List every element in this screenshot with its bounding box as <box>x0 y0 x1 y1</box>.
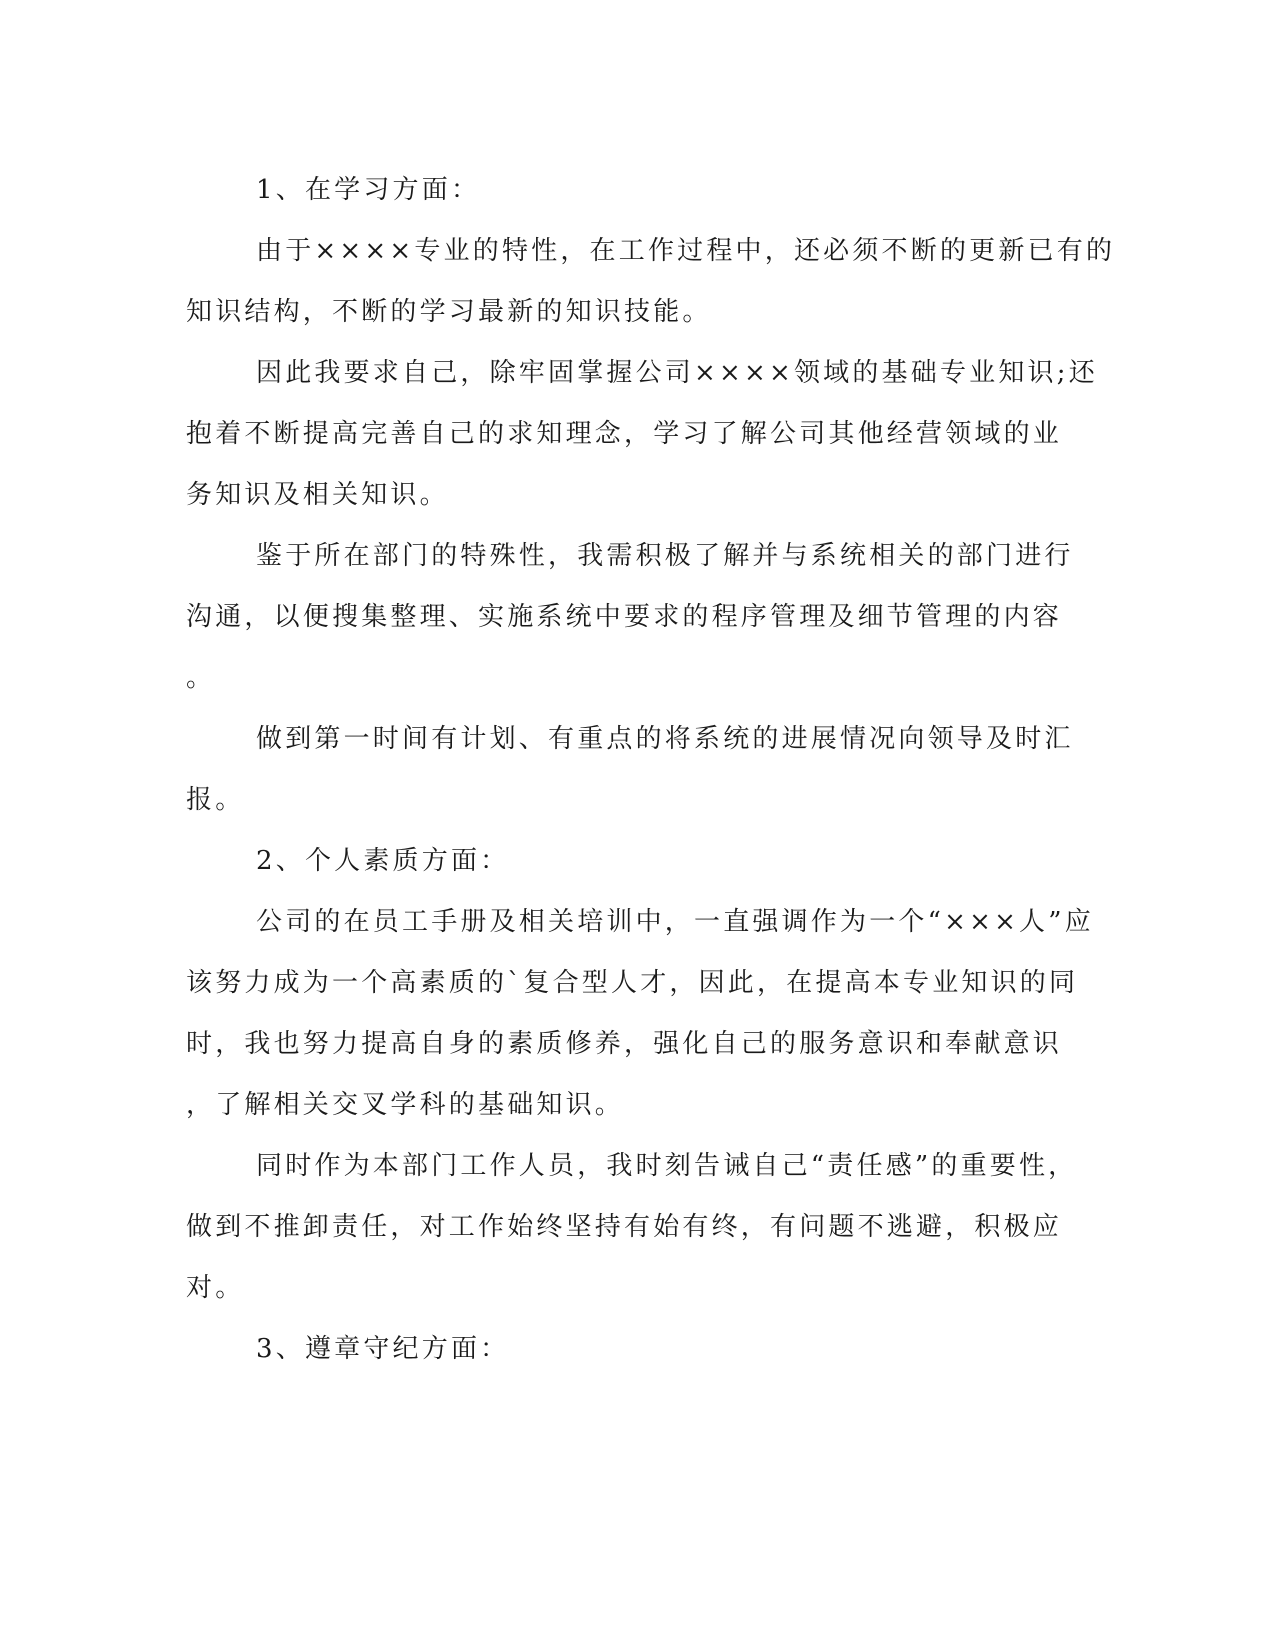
paragraph-quality-1 <box>186 892 1094 1136</box>
text-line: 同时作为本部门工作人员，我时刻告诫自己“责任感”的重要性， <box>256 1151 1078 1181</box>
paragraph-learning-4 <box>186 709 1074 831</box>
text-line: 做到第一时间有计划、有重点的将系统的进展情况向领导及时汇 <box>256 724 1074 754</box>
paragraph-learning-2 <box>186 343 1098 526</box>
text-line: 2、个人素质方面： <box>256 846 510 876</box>
text-line: 公司的在员工手册及相关培训中，一直强调作为一个“×××人”应 <box>256 907 1094 937</box>
text-line: 报。 <box>186 785 245 815</box>
text-line: 由于××××专业的特性，在工作过程中，还必须不断的更新已有的 <box>256 236 1116 266</box>
document-body <box>186 160 1116 1380</box>
text-line: 抱着不断提高完善自己的求知理念，学习了解公司其他经营领域的业 <box>186 419 1063 449</box>
text-line: 时，我也努力提高自身的素质修养，强化自己的服务意识和奉献意识 <box>186 1029 1063 1059</box>
text-line: 对。 <box>186 1273 245 1303</box>
text-line: 知识结构，不断的学习最新的知识技能。 <box>186 297 712 327</box>
paragraph-discipline-heading <box>186 1319 1066 1380</box>
text-line: 。 <box>186 663 216 693</box>
paragraph-learning-3 <box>186 526 1074 709</box>
text-line: 沟通，以便搜集整理、实施系统中要求的程序管理及细节管理的内容 <box>186 602 1063 632</box>
text-line: ，了解相关交叉学科的基础知识。 <box>186 1090 625 1120</box>
paragraph-learning-1 <box>186 221 1116 343</box>
text-line: 1、在学习方面： <box>256 175 481 205</box>
text-line: 务知识及相关知识。 <box>186 480 449 510</box>
paragraph-quality-heading <box>186 831 1066 892</box>
text-line: 做到不推卸责任，对工作始终坚持有始有终，有问题不逃避，积极应 <box>186 1212 1063 1242</box>
text-line: 3、遵章守纪方面： <box>256 1334 510 1364</box>
text-line: 鉴于所在部门的特殊性，我需积极了解并与系统相关的部门进行 <box>256 541 1074 571</box>
paragraph-learning-heading <box>186 160 1066 221</box>
text-line: 因此我要求自己，除牢固掌握公司××××领域的基础专业知识;还 <box>256 358 1098 388</box>
text-line: 该努力成为一个高素质的`复合型人才，因此，在提高本专业知识的同 <box>186 968 1079 998</box>
paragraph-quality-2 <box>186 1136 1078 1319</box>
